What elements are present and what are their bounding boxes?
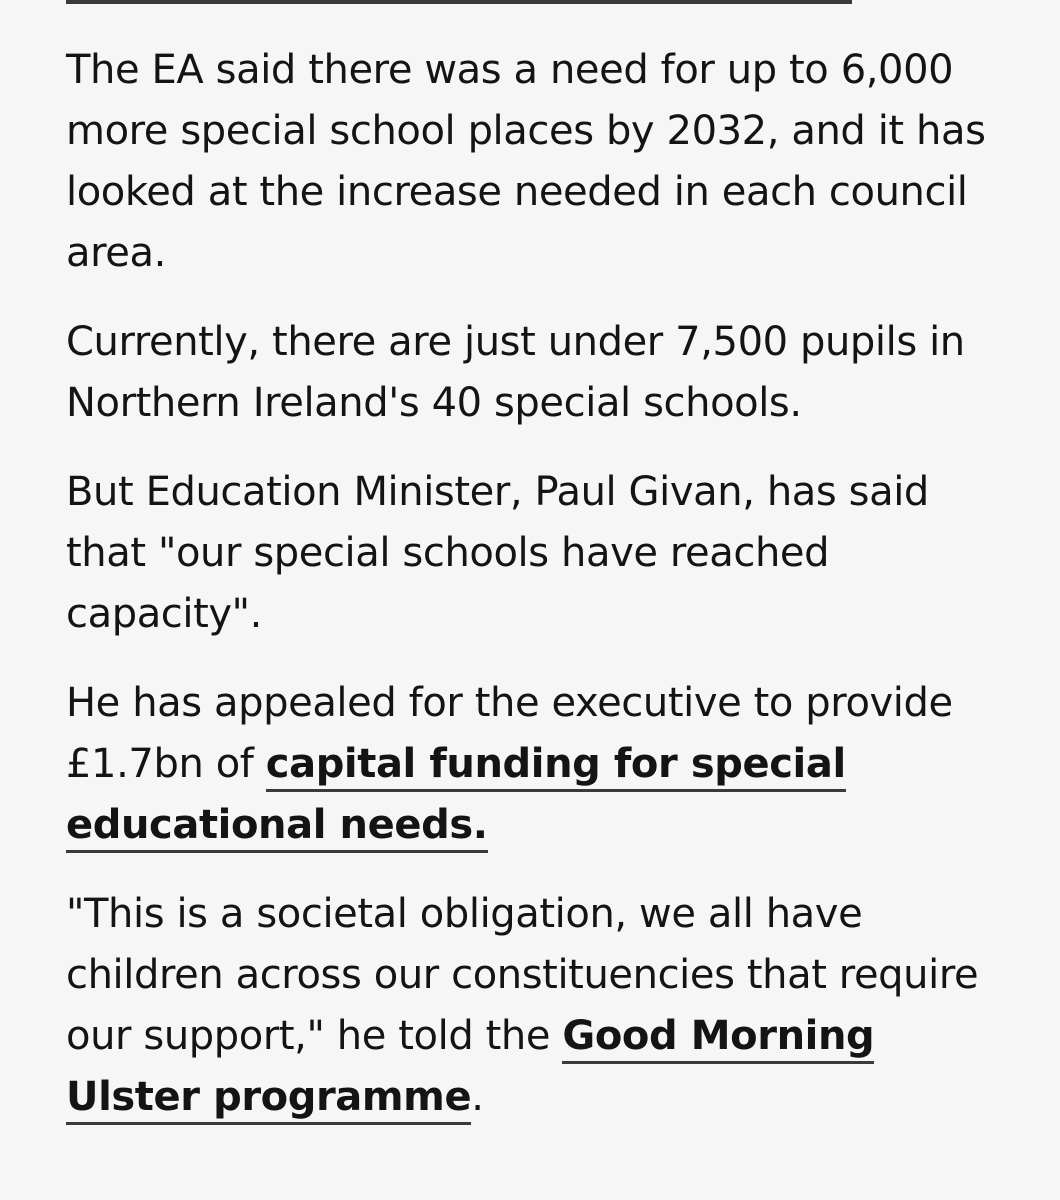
good-morning-ulster-link[interactable]: Good Morning Ulster programme [66,1013,874,1125]
paragraph-societal-obligation [66,884,1006,1128]
paragraph-text: Currently, there are just under 7,500 pupils in Northern Ireland's 40 special schools. [66,319,965,426]
top-divider [66,0,852,4]
paragraph-text-after: . [471,1074,484,1120]
paragraph-text: But Education Minister, Paul Givan, has said that "our special schools have reached capacity". [66,469,929,637]
paragraph-text: He has appealed for the executive to provide £1.7bn of [66,680,953,787]
paragraph-funding-appeal [66,673,1006,856]
paragraph-minister-quote [66,462,1006,645]
paragraph-ea-places [66,40,1006,284]
paragraph-current-pupils [66,312,1006,434]
article-body [66,40,1006,1128]
capital-funding-link[interactable]: capital funding for special educational needs. [66,741,846,853]
paragraph-text: "This is a societal obligation, we all have children across our constituencies that require our support," he told the [66,891,979,1059]
paragraph-text: The EA said there was a need for up to 6,000 more special school places by 2032, and it has looked at the increase needed in each council area. [66,47,986,276]
